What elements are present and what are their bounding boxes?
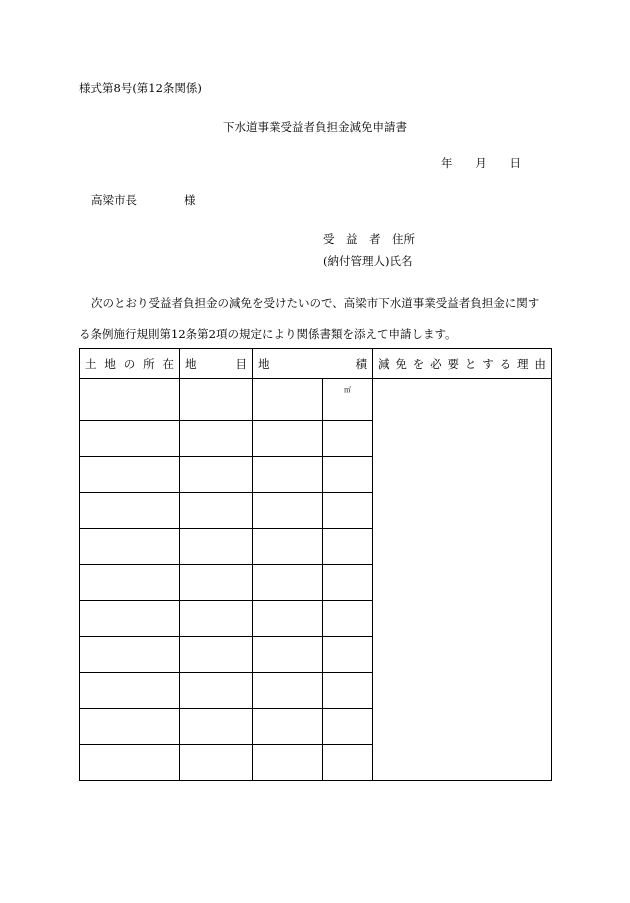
applicant-name-label: (納付管理人)氏名: [323, 254, 413, 268]
cell-area-value[interactable]: [253, 493, 323, 529]
header-char: と: [464, 356, 477, 371]
header-char: 地: [258, 356, 270, 371]
document-title: 下水道事業受益者負担金減免申請書: [223, 120, 407, 134]
header-char: を: [412, 356, 425, 371]
cell-location[interactable]: [80, 637, 180, 673]
header-char: 目: [235, 356, 247, 371]
cell-land-category[interactable]: [180, 457, 253, 493]
date-line: [441, 156, 521, 170]
table-row: [80, 379, 552, 421]
cell-location[interactable]: [80, 745, 180, 781]
header-char: る: [499, 356, 512, 371]
date-month-label: 月: [475, 156, 487, 170]
cell-area-value[interactable]: [253, 421, 323, 457]
cell-area-value[interactable]: [253, 601, 323, 637]
body-text-line-2: る条例施行規則第12条第2項の規定により関係書類を添えて申請します。: [79, 327, 457, 341]
cell-land-category[interactable]: [180, 529, 253, 565]
cell-land-category[interactable]: [180, 637, 253, 673]
header-char: 免: [395, 356, 407, 371]
cell-area-unit[interactable]: [323, 601, 373, 637]
header-char: 地: [185, 356, 197, 371]
cell-area-value[interactable]: [253, 709, 323, 745]
cell-land-category[interactable]: [180, 673, 253, 709]
form-number: 様式第8号(第12条関係): [79, 81, 202, 95]
header-char: 所: [143, 356, 155, 371]
cell-location[interactable]: [80, 673, 180, 709]
header-land-category: [180, 349, 253, 379]
cell-area-value[interactable]: [253, 529, 323, 565]
applicant-address-label: 受 益 者 住所: [323, 232, 415, 246]
header-location: [80, 349, 180, 379]
header-char: 土: [85, 356, 97, 371]
header-char: 地: [104, 356, 116, 371]
body-text-line-1: 次のとおり受益者負担金の減免を受けたいので、高梁市下水道事業受益者負担金に関す: [91, 296, 540, 310]
date-day-label: 日: [509, 156, 521, 170]
table-body: [80, 379, 552, 781]
cell-location[interactable]: [80, 379, 180, 421]
header-char: 積: [355, 356, 367, 371]
cell-land-category[interactable]: [180, 421, 253, 457]
header-char: す: [482, 356, 494, 371]
cell-area-unit[interactable]: [323, 673, 373, 709]
header-char: 必: [430, 356, 442, 371]
cell-land-category[interactable]: [180, 709, 253, 745]
cell-location[interactable]: [80, 421, 180, 457]
reason-cell[interactable]: [373, 379, 552, 781]
cell-land-category[interactable]: [180, 601, 253, 637]
cell-area-value[interactable]: [253, 673, 323, 709]
cell-land-category[interactable]: [180, 379, 253, 421]
cell-area-unit[interactable]: [323, 745, 373, 781]
cell-area-value[interactable]: [253, 637, 323, 673]
cell-area-unit[interactable]: [323, 457, 373, 493]
header-char: 在: [162, 356, 174, 371]
cell-location[interactable]: [80, 601, 180, 637]
cell-area-unit[interactable]: [323, 709, 373, 745]
addressee-name: 高梁市長: [91, 193, 137, 207]
header-area: [253, 349, 373, 379]
land-table: [79, 348, 552, 781]
cell-location[interactable]: [80, 457, 180, 493]
cell-land-category[interactable]: [180, 565, 253, 601]
cell-area-unit: ㎡: [323, 379, 373, 421]
cell-area-unit[interactable]: [323, 529, 373, 565]
cell-land-category[interactable]: [180, 745, 253, 781]
header-char: 減: [378, 356, 390, 371]
cell-location[interactable]: [80, 709, 180, 745]
cell-area-unit[interactable]: [323, 637, 373, 673]
table-header-row: [80, 349, 552, 379]
cell-location[interactable]: [80, 493, 180, 529]
cell-area-unit[interactable]: [323, 421, 373, 457]
addressee-honorific: 様: [184, 193, 196, 207]
cell-area-value[interactable]: [253, 379, 323, 421]
cell-land-category[interactable]: [180, 493, 253, 529]
cell-area-unit[interactable]: [323, 493, 373, 529]
cell-area-value[interactable]: [253, 565, 323, 601]
header-char: 理: [517, 356, 529, 371]
cell-area-value[interactable]: [253, 457, 323, 493]
header-char: 由: [534, 356, 546, 371]
header-reason: [373, 349, 552, 379]
cell-location[interactable]: [80, 565, 180, 601]
date-year-label: 年: [441, 156, 453, 170]
cell-area-unit[interactable]: [323, 565, 373, 601]
cell-area-value[interactable]: [253, 745, 323, 781]
header-char: 要: [447, 356, 459, 371]
cell-location[interactable]: [80, 529, 180, 565]
header-char: の: [123, 356, 136, 371]
